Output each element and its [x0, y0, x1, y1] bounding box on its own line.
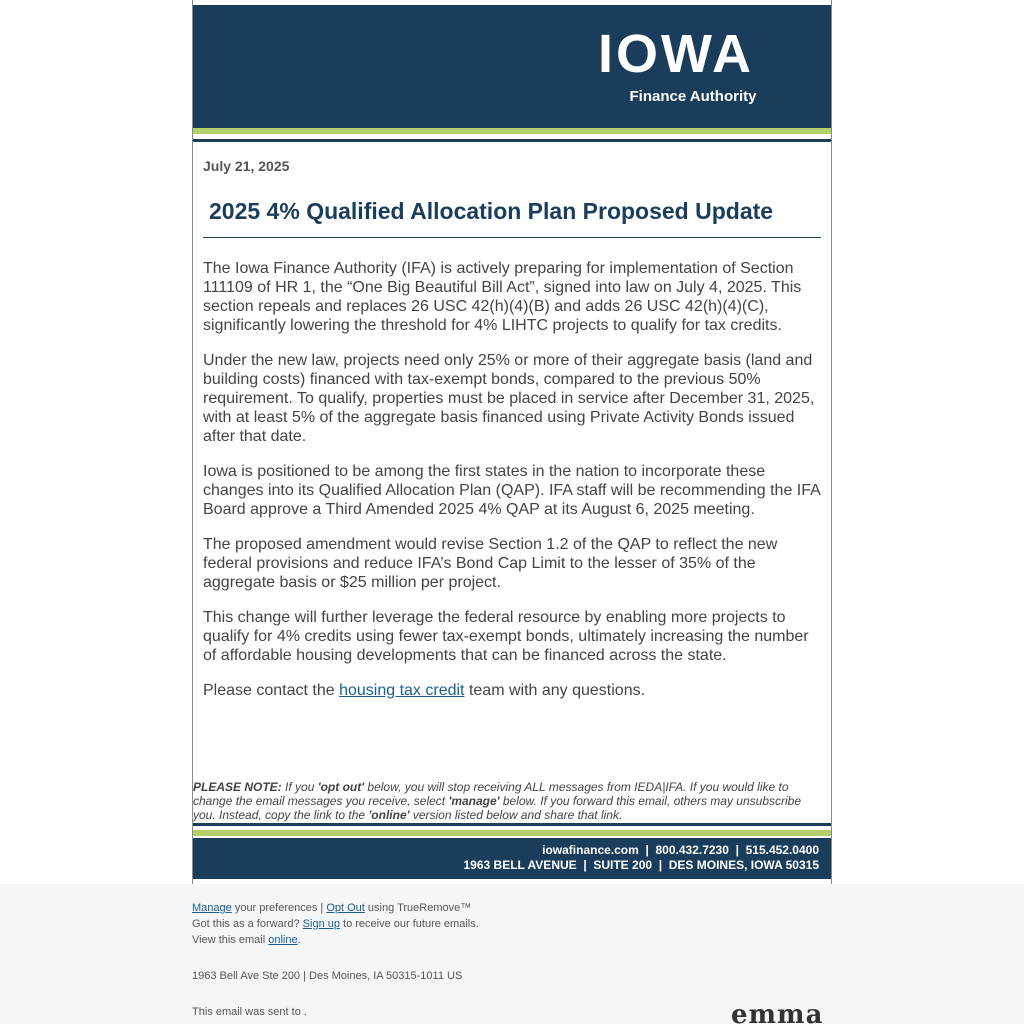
paragraph: The proposed amendment would revise Section 1.2 of the QAP to reflect the new federal provisions and reduce IFA’s Bond Cap Limit to the lesser of 35% of the aggregate basis or $25 million per project.	[203, 536, 778, 591]
note-text: below, you will stop receiving ALL messages from IEDA|IFA. If you would like to change the email messages you receive, select	[193, 780, 789, 808]
title-divider	[203, 237, 821, 238]
article-date: July 21, 2025	[203, 158, 290, 174]
footer-navy-stripe	[193, 823, 831, 826]
contact-paragraph	[203, 681, 825, 700]
note-manage: 'manage'	[448, 794, 500, 808]
emma-footer	[0, 884, 1024, 1030]
note-opt-out: 'opt out'	[317, 780, 365, 794]
online-link[interactable]: online	[268, 934, 298, 946]
sent-to-line: This email was sent to .	[192, 1006, 307, 1018]
view-text: View this email	[192, 934, 269, 946]
paragraph: Under the new law, projects need only 25% or more of their aggregate basis (land and building costs) financed with tax-exempt bonds, compared to the previous 50% requirement. To qualify, properties must be placed in service after December 31, 2025, with at least 5% of the aggregate basis financed using Private Activity Bonds issued after that date.	[203, 352, 815, 445]
trueremove-text: using TrueRemove™	[364, 902, 472, 914]
housing-tax-credit-link[interactable]: housing tax credit	[339, 682, 465, 699]
email-header	[193, 5, 831, 128]
contact-prefix: Please contact the	[203, 682, 340, 699]
paragraph: Iowa is positioned to be among the first states in the nation to incorporate these changes into its Qualified Allocation Plan (QAP). IFA staff will be recommending the IFA Board approve a Third Amended 2025 4% QAP at its August 6, 2025 meeting.	[203, 463, 820, 518]
article-title: 2025 4% Qualified Allocation Plan Proposed Update	[209, 198, 774, 224]
note-online: 'online'	[368, 808, 410, 822]
email-container	[192, 0, 832, 884]
forward-text: Got this as a forward?	[192, 918, 303, 930]
signup-text: to receive our future emails.	[339, 918, 479, 930]
footer-address-line: 1963 BELL AVENUE | SUITE 200 | DES MOINES, IOWA 50315	[463, 858, 819, 872]
view-online-line	[192, 934, 301, 946]
note-text: version listed below and share that link.	[409, 808, 623, 822]
header-navy-stripe	[193, 139, 831, 142]
footer-contact-line: iowafinance.com | 800.432.7230 | 515.452.0400	[542, 843, 819, 857]
iowa-logo: IOWA	[598, 24, 754, 84]
contact-suffix: team with any questions.	[464, 682, 646, 699]
opt-out-link[interactable]: Opt Out	[326, 902, 365, 914]
preferences-text: your preferences |	[231, 902, 327, 914]
footer-green-stripe	[193, 830, 831, 836]
logo-tagline: Finance Authority	[629, 88, 757, 105]
period: .	[297, 934, 301, 946]
email-footer	[193, 838, 831, 879]
please-note	[193, 780, 823, 822]
header-green-stripe	[193, 128, 831, 134]
sign-up-link[interactable]: Sign up	[302, 918, 340, 930]
manage-link[interactable]: Manage	[192, 902, 232, 914]
paragraph: The Iowa Finance Authority (IFA) is actively preparing for implementation of Section 111109 of HR 1, the “One Big Beautiful Bill Act”, signed into law on July 4, 2025. This section repeals and replaces 26 USC 42(h)(4)(B) and adds 26 USC 42(h)(4)(C), significantly lowering the threshold for 4% LIHTC projects to qualify for tax credits.	[203, 260, 802, 334]
note-text: below. If you forward this email, others may unsubscribe you. Instead, copy the link to the	[193, 794, 802, 822]
preferences-line	[192, 902, 471, 914]
article-body	[203, 259, 825, 716]
emma-logo[interactable]: emma	[731, 1000, 824, 1030]
note-text: If you	[281, 780, 318, 794]
note-label: PLEASE NOTE:	[193, 780, 282, 794]
sender-address: 1963 Bell Ave Ste 200 | Des Moines, IA 50315-1011 US	[192, 970, 463, 982]
forward-line	[192, 918, 479, 930]
paragraph: This change will further leverage the federal resource by enabling more projects to qualify for 4% credits using fewer tax-exempt bonds, ultimately increasing the number of affordable housing developments that can be financed across the state.	[203, 609, 809, 664]
